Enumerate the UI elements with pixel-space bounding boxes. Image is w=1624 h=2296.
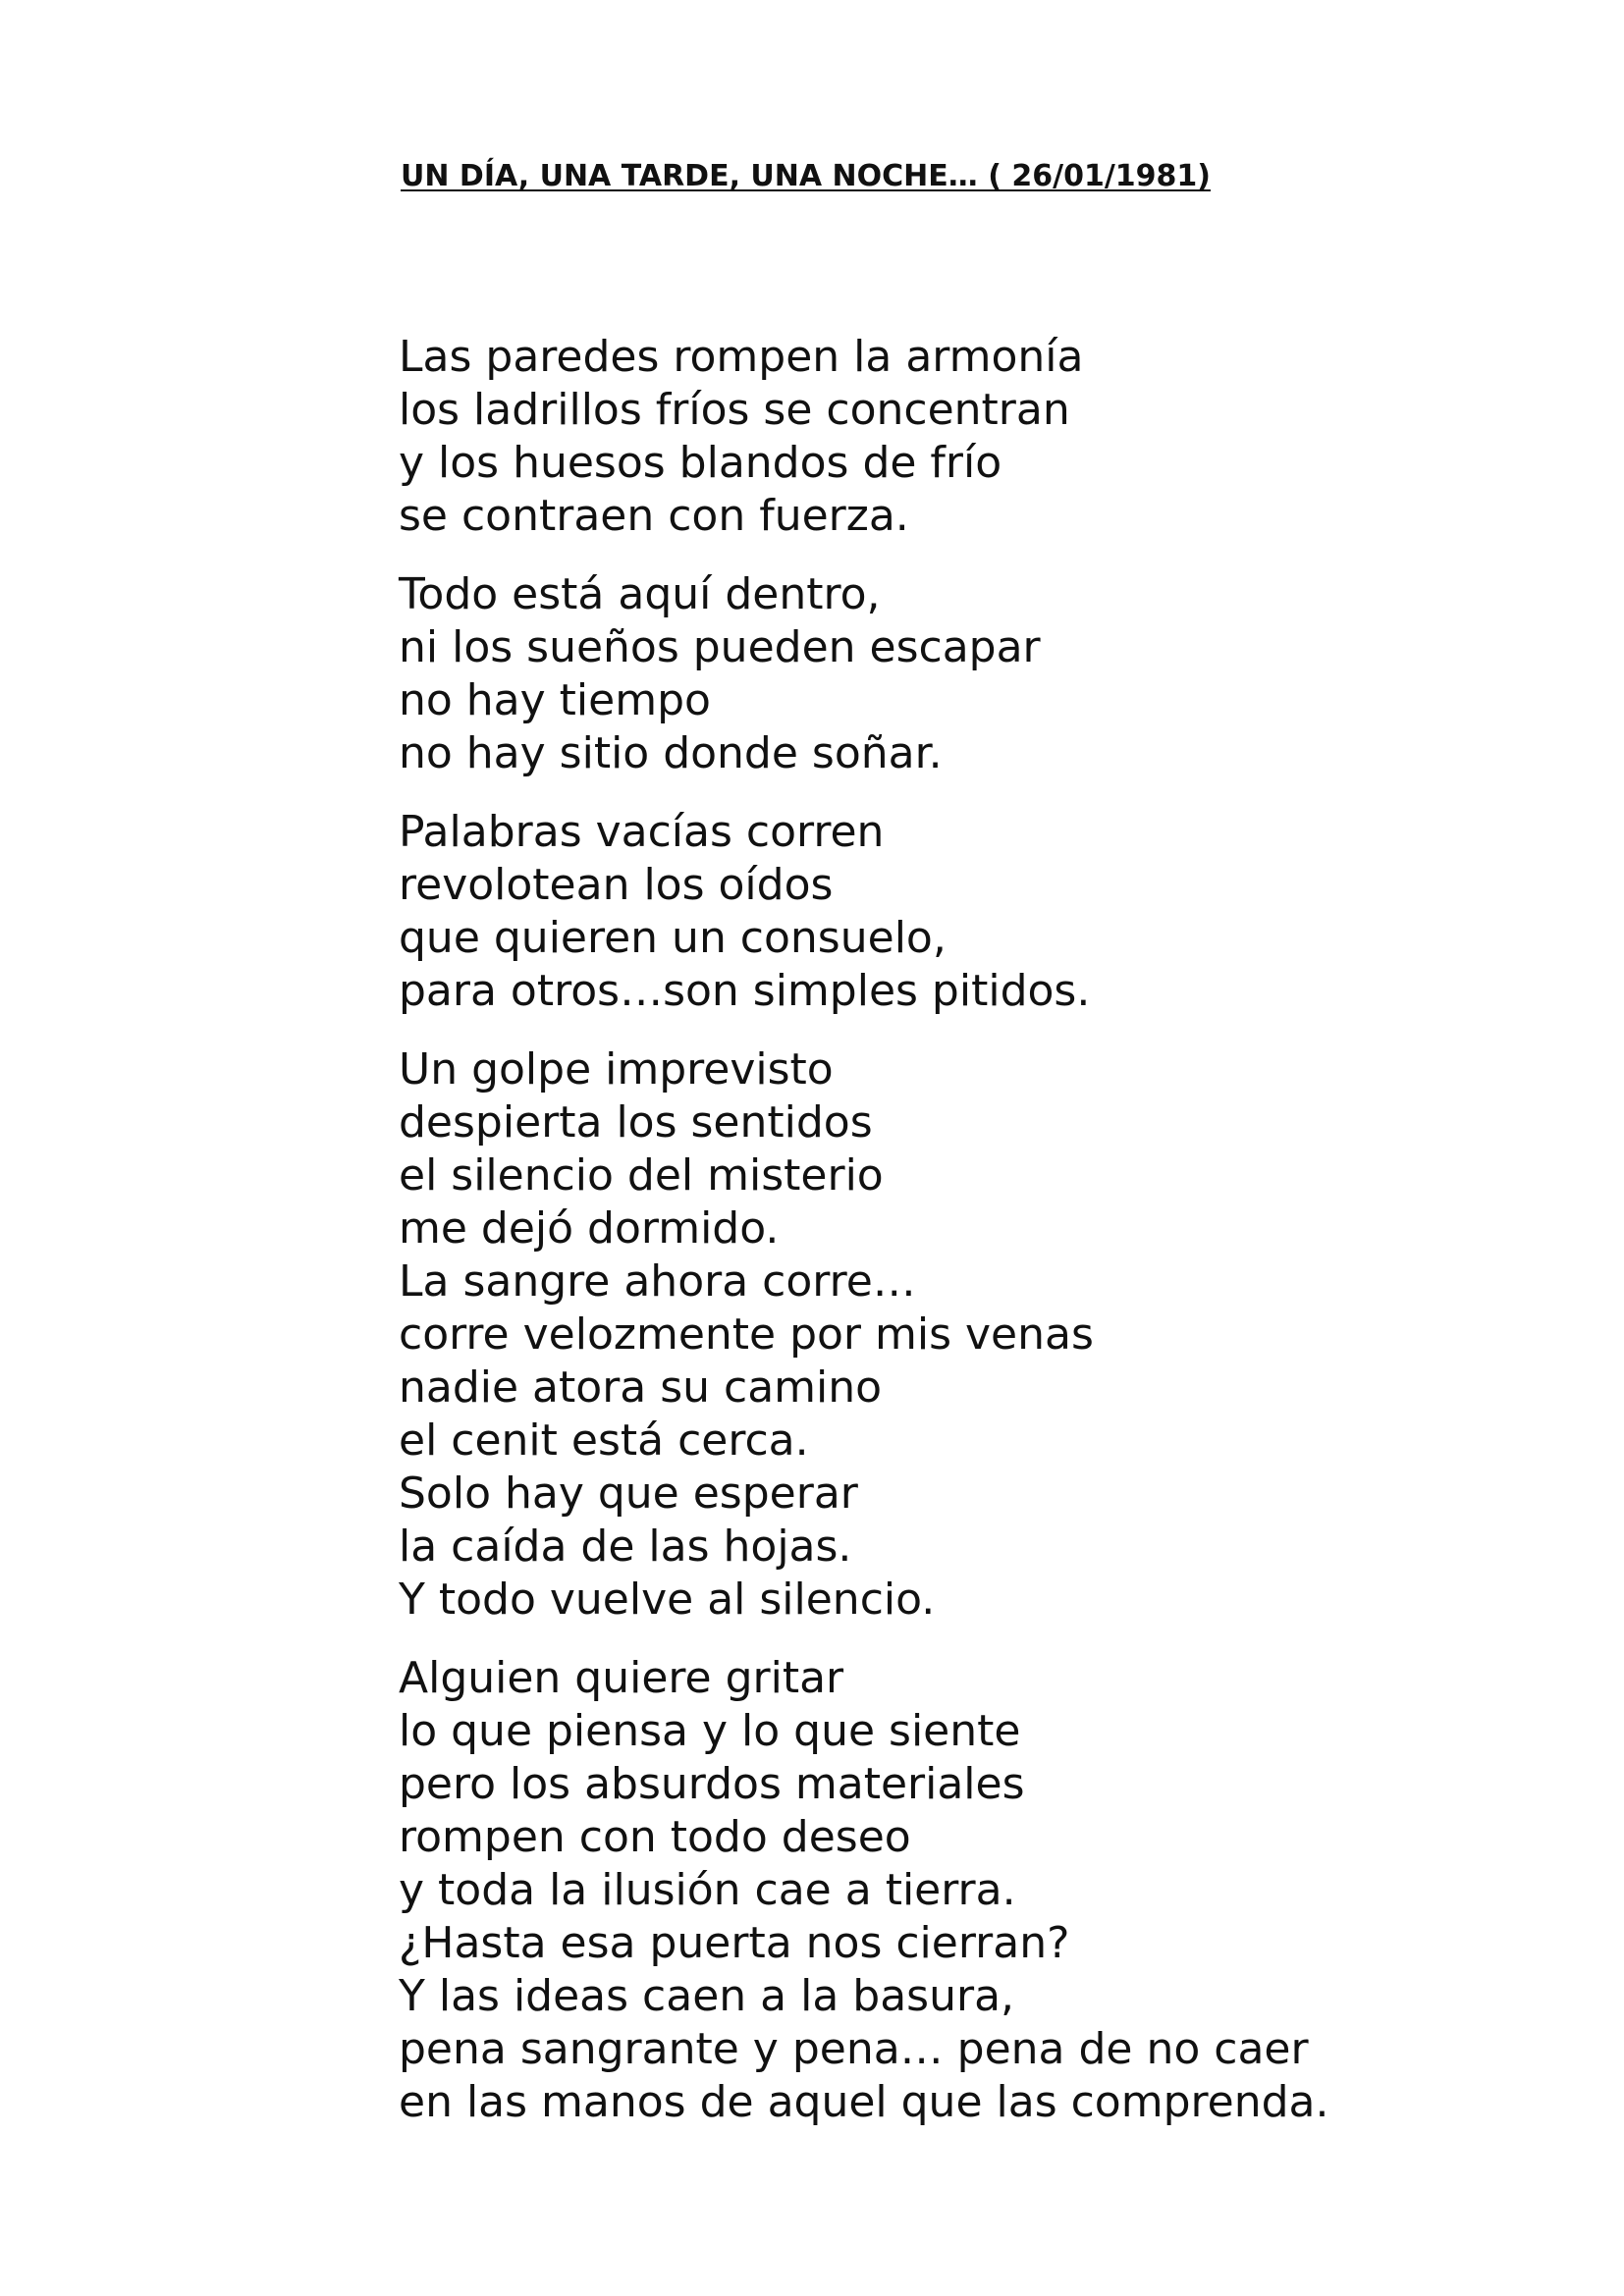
poem-line: no hay tiempo xyxy=(399,675,711,725)
poem-line: me dejó dormido. xyxy=(399,1203,780,1254)
poem-line: para otros…son simples pitidos. xyxy=(399,966,1091,1016)
poem-body xyxy=(399,331,1577,2155)
poem-line: el silencio del misterio xyxy=(399,1150,884,1201)
poem-title: UN DÍA, UNA TARDE, UNA NOCHE… ( 26/01/1981) xyxy=(401,159,1211,193)
poem-line: que quieren un consuelo, xyxy=(399,913,947,963)
poem-line: los ladrillos fríos se concentran xyxy=(399,385,1070,435)
poem-line: revolotean los oídos xyxy=(399,860,834,910)
poem-line: Palabras vacías corren xyxy=(399,807,885,857)
poem-line: se contraen con fuerza. xyxy=(399,491,909,541)
stanza-3 xyxy=(399,806,1577,1018)
poem-line: Un golpe imprevisto xyxy=(399,1044,834,1095)
poem-line: y toda la ilusión cae a tierra. xyxy=(399,1865,1016,1915)
poem-line: corre velozmente por mis venas xyxy=(399,1309,1094,1360)
stanza-1 xyxy=(399,331,1577,543)
poem-line: ¿Hasta esa puerta nos cierran? xyxy=(399,1918,1070,1968)
poem-line: Todo está aquí dentro, xyxy=(399,569,881,619)
stanza-2 xyxy=(399,568,1577,780)
poem-line: pero los absurdos materiales xyxy=(399,1759,1025,1809)
poem-line: rompen con todo deseo xyxy=(399,1812,911,1862)
poem-line: el cenit está cerca. xyxy=(399,1415,809,1466)
poem-line: en las manos de aquel que las comprenda. xyxy=(399,2077,1329,2127)
poem-line: Solo hay que esperar xyxy=(399,1468,858,1519)
stanza-4 xyxy=(399,1043,1577,1627)
poem-line: Y las ideas caen a la basura, xyxy=(399,1971,1015,2021)
poem-line: ni los sueños pueden escapar xyxy=(399,622,1041,672)
poem-line: Y todo vuelve al silencio. xyxy=(399,1575,936,1625)
poem-line: Las paredes rompen la armonía xyxy=(399,332,1084,382)
poem-line: no hay sitio donde soñar. xyxy=(399,728,943,778)
poem-line: y los huesos blandos de frío xyxy=(399,438,1002,488)
poem-line: despierta los sentidos xyxy=(399,1097,873,1148)
poem-line: Alguien quiere gritar xyxy=(399,1653,844,1703)
poem-line: la caída de las hojas. xyxy=(399,1522,852,1572)
poem-line: pena sangrante y pena… pena de no caer xyxy=(399,2024,1309,2074)
poem-line: nadie atora su camino xyxy=(399,1362,883,1413)
stanza-5 xyxy=(399,1652,1577,2129)
poem-line: La sangre ahora corre… xyxy=(399,1256,916,1307)
poem-line: lo que piensa y lo que siente xyxy=(399,1706,1021,1756)
